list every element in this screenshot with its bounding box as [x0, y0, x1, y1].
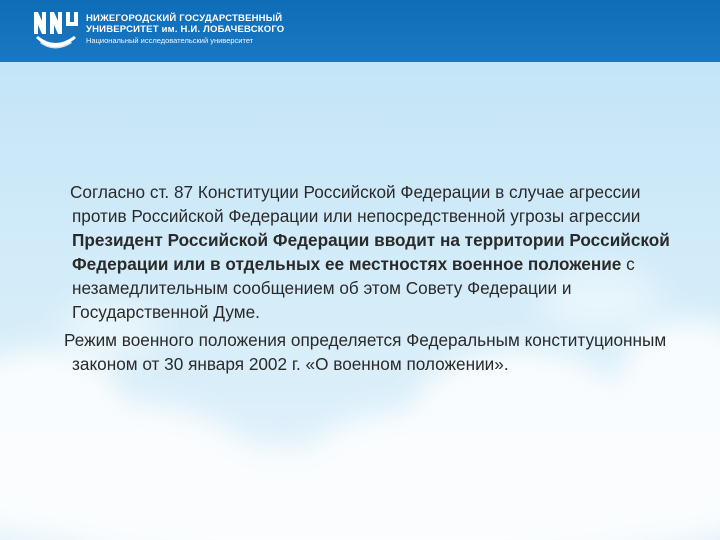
paragraph-1-text-end: с незамедлительным сообщением об этом Совету Федерации и Государственной Думе.	[72, 254, 635, 322]
university-name	[86, 13, 284, 46]
university-line-3: Национальный исследовательский университет	[86, 36, 254, 45]
slide-body	[60, 180, 675, 376]
university-line-1: НИЖЕГОРОДСКИЙ ГОСУДАРСТВЕННЫЙ	[86, 13, 283, 24]
paragraph-1-text: Согласно ст. 87 Конституции Российской Федерации в случае агрессии против Российской Федерации или непосредственной угрозы агрессии	[70, 182, 641, 226]
paragraph-martial-law: Режим военного положения определяется Федеральным конституционным законом от 30 января 2002 г. «О военном положении».	[64, 330, 667, 374]
university-line-2: УНИВЕРСИТЕТ им. Н.И. ЛОБАЧЕВСКОГО	[86, 24, 285, 35]
paragraph-constitution	[60, 180, 675, 324]
paragraph-1-bold-text: Президент Российской Федерации вводит на территории Российской Федерации или в отдельных ее местностях военное положение	[72, 230, 670, 274]
unn-logo-icon	[30, 8, 80, 54]
